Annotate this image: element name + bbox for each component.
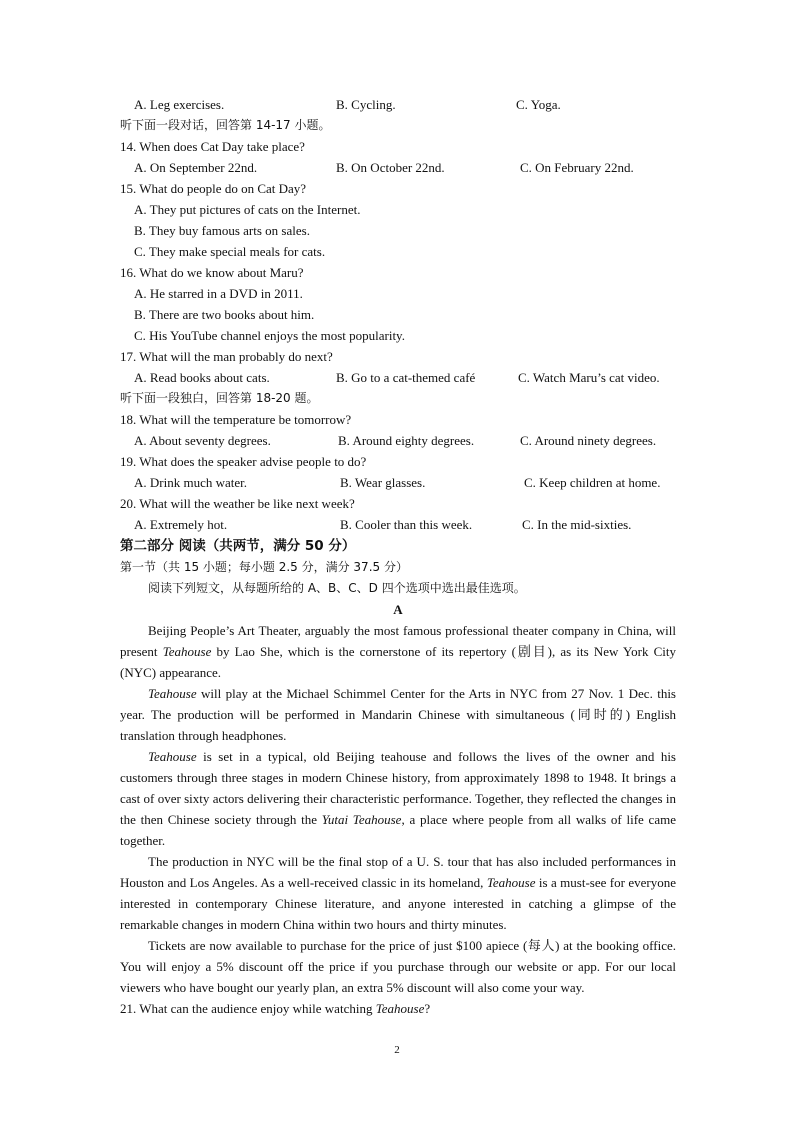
- q20-stem: 20. What will the weather be like next week?: [120, 496, 355, 511]
- q16-stem: 16. What do we know about Maru?: [120, 265, 304, 280]
- q18-stem: 18. What will the temperature be tomorrow?: [120, 412, 352, 427]
- q17-option-b[interactable]: B. Go to a cat-themed café: [336, 370, 476, 385]
- passage-paragraph-2: Teahouse will play at the Michael Schimmel Center for the Arts in NYC from 27 Nov. 1 Dec. this year. The production will be performed in Mandarin Chinese with simultaneous (同时的) English translation through headphones.: [120, 686, 676, 743]
- part-two-title: 第二部分 阅读（共两节，满分 50 分）: [120, 538, 356, 554]
- q15-option-c[interactable]: C. They make special meals for cats.: [134, 244, 326, 259]
- q14-option-c[interactable]: C. On February 22nd.: [520, 160, 634, 175]
- passage-paragraph-3: Teahouse is set in a typical, old Beijing teahouse and follows the lives of the owner and his customers through three stages in modern Chinese history, from approximately 1898 to 1948. It brings a cast of over sixty actors delivering their characteristic performance. Together, they reflected the changes in the then Chinese society through the Yutai Teahouse, a place where people from all walks of life came together.: [120, 749, 676, 848]
- q15-option-b[interactable]: B. They buy famous arts on sales.: [134, 223, 310, 238]
- q13-option-b[interactable]: B. Cycling.: [336, 97, 396, 112]
- instruction-18-20: 听下面一段独白，回答第 18-20 题。: [120, 391, 319, 405]
- q18-option-b[interactable]: B. Around eighty degrees.: [338, 433, 475, 448]
- q17-option-a[interactable]: A. Read books about cats.: [134, 370, 270, 385]
- q19-option-b[interactable]: B. Wear glasses.: [340, 475, 426, 490]
- instruction-14-17: 听下面一段对话，回答第 14-17 小题。: [120, 118, 331, 132]
- q20-option-c[interactable]: C. In the mid-sixties.: [522, 517, 632, 532]
- passage-paragraph-1: Beijing People’s Art Theater, arguably the most famous professional theater company in China, will present Teahouse by Lao She, which is the cornerstone of its repertory (剧目), as its New York City (NYC) appearance.: [120, 623, 676, 680]
- q16-option-c[interactable]: C. His YouTube channel enjoys the most popularity.: [134, 328, 405, 343]
- passage-label: A: [393, 602, 403, 617]
- q15-stem: 15. What do people do on Cat Day?: [120, 181, 307, 196]
- q20-options: [120, 514, 676, 535]
- section-one-title: 第一节（共 15 小题；每小题 2.5 分，满分 37.5 分）: [120, 560, 408, 574]
- q19-stem: 19. What does the speaker advise people to do?: [120, 454, 367, 469]
- q17-stem: 17. What will the man probably do next?: [120, 349, 333, 364]
- q14-option-a[interactable]: A. On September 22nd.: [134, 160, 258, 175]
- q19-option-a[interactable]: A. Drink much water.: [134, 475, 248, 490]
- q18-option-a[interactable]: A. About seventy degrees.: [134, 433, 271, 448]
- q13-option-a[interactable]: A. Leg exercises.: [134, 97, 225, 112]
- q13-options: [120, 94, 676, 115]
- q14-option-b[interactable]: B. On October 22nd.: [336, 160, 445, 175]
- passage-paragraph-4: The production in NYC will be the final stop of a U. S. tour that has also included performances in Houston and Los Angeles. As a well-received classic in its homeland, Teahouse is a must-see for everyone interested in contemporary Chinese literature, and anyone interested in catching a glimpse of the remarkable changes in modern China within two hours and thirty minutes.: [120, 854, 676, 932]
- passage-paragraph-5: Tickets are now available to purchase for the price of just $100 apiece (每人) at the booking office. You will enjoy a 5% discount off the price if you purchase through our website or app. For our local viewers who have bought our yearly plan, an extra 5% discount will also come your way.: [120, 938, 676, 995]
- q14-options: [120, 157, 676, 178]
- q17-options: [120, 367, 676, 388]
- q17-option-c[interactable]: C. Watch Maru’s cat video.: [518, 370, 660, 385]
- q21-stem: 21. What can the audience enjoy while watching Teahouse?: [120, 1001, 431, 1016]
- q20-option-b[interactable]: B. Cooler than this week.: [340, 517, 473, 532]
- q18-option-c[interactable]: C. Around ninety degrees.: [520, 433, 657, 448]
- q19-options: [120, 472, 676, 493]
- q13-option-c[interactable]: C. Yoga.: [516, 97, 561, 112]
- reading-instruction: 阅读下列短文，从每题所给的 A、B、C、D 四个选项中选出最佳选项。: [148, 581, 526, 595]
- q15-option-a[interactable]: A. They put pictures of cats on the Internet.: [134, 202, 361, 217]
- q18-options: [120, 430, 676, 451]
- exam-page: [120, 94, 676, 1019]
- q20-option-a[interactable]: A. Extremely hot.: [134, 517, 228, 532]
- q14-stem: 14. When does Cat Day take place?: [120, 139, 305, 154]
- q19-option-c[interactable]: C. Keep children at home.: [524, 475, 661, 490]
- q16-option-a[interactable]: A. He starred in a DVD in 2011.: [134, 286, 303, 301]
- page-number: 2: [394, 1044, 400, 1056]
- q16-option-b[interactable]: B. There are two books about him.: [134, 307, 315, 322]
